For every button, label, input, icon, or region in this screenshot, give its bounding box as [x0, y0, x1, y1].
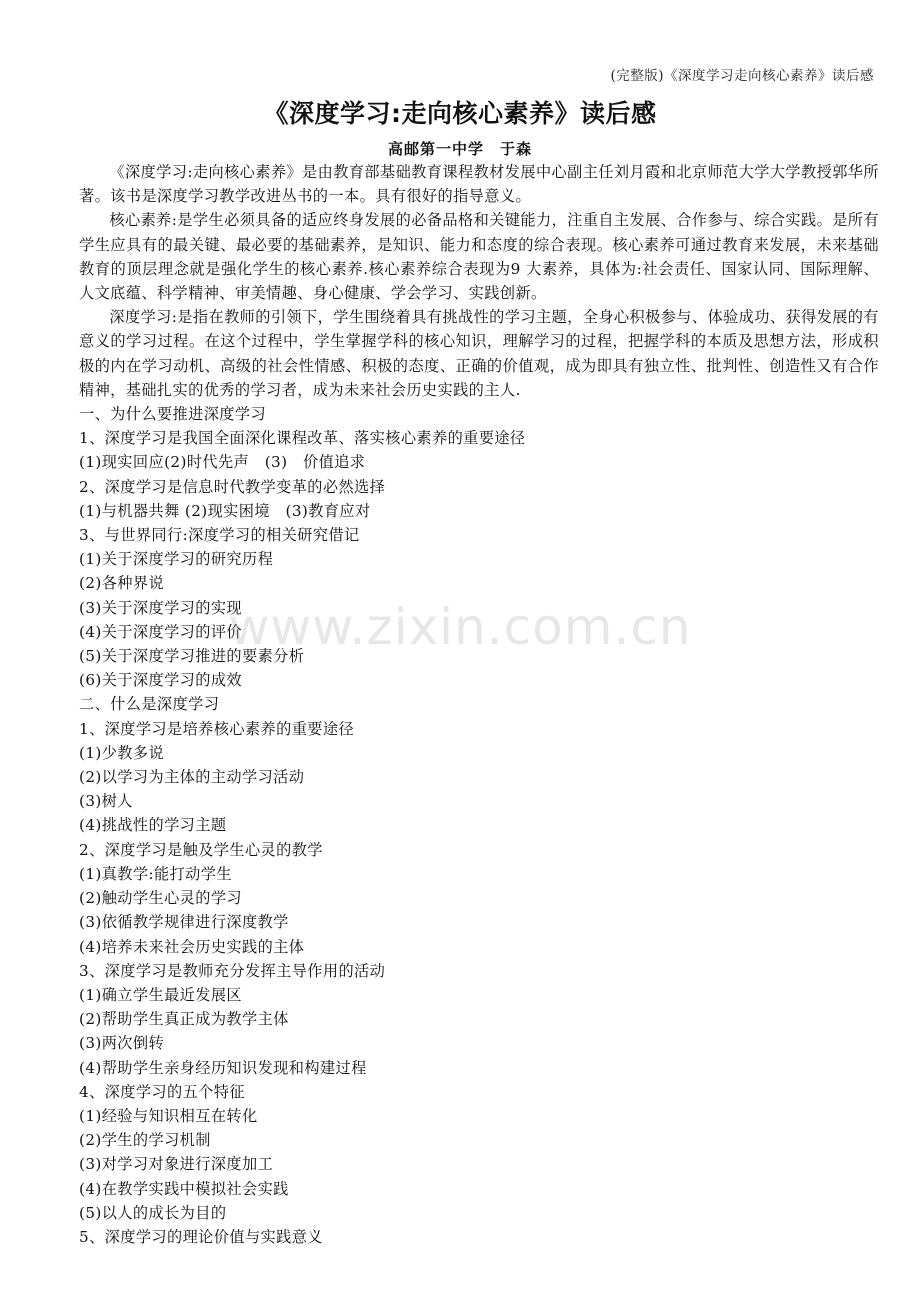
outline-item: (1)真教学:能打动学生	[79, 864, 232, 883]
outline-item: (2)各种界说	[79, 574, 165, 593]
outline-item: 2、深度学习是信息时代教学变革的必然选择	[79, 477, 386, 496]
core-literacy-paragraph: 核心素养:是学生必须具备的适应终身发展的必备品格和关键能力，注重自主发展、合作参与、综合实践。是所有学生应具有的最关键、最必要的基础素养，是知识、能力和态度的综合表现。核心素养可通过教育来发展，未来基础教育的顶层理念就是强化学生的核心素养.核心素养综合表现为9 大素养，具体为:社会责任、国家认同、国际理解、人文底蕴、科学精神、审美情趣、身心健康、学会学习、实践创新。	[79, 211, 879, 303]
author-line: 高邮第一中学 于森	[387, 140, 532, 158]
outline-item: (4)在教学实践中模拟社会实践	[79, 1179, 289, 1198]
intro-paragraph: 《深度学习:走向核心素养》是由教育部基础教育课程教材发展中心副主任刘月霞和北京师范大学大学教授郭华所著。该书是深度学习教学改进丛书的一本。具有很好的指导意义。	[79, 163, 879, 206]
outline-item: 4、深度学习的五个特征	[79, 1082, 245, 1101]
outline-item: 1、深度学习是我国全面深化课程改革、落实核心素养的重要途径	[79, 429, 526, 448]
watermark: www.zixin.com.cn	[228, 598, 692, 656]
outline-item: 二、什么是深度学习	[79, 695, 220, 714]
outline-item: (2)学生的学习机制	[79, 1131, 211, 1150]
outline-item: (6)关于深度学习的成效	[79, 671, 243, 690]
outline-item: (4)帮助学生亲身经历知识发现和构建过程	[79, 1058, 367, 1077]
outline-item: (5)以人的成长为目的	[79, 1203, 227, 1222]
outline-item: (4)关于深度学习的评价	[79, 622, 243, 641]
document-body	[79, 160, 879, 1249]
outline-item: (5)关于深度学习推进的要素分析	[79, 647, 305, 666]
outline-item: (3)对学习对象进行深度加工	[79, 1155, 274, 1174]
outline-item: (3)两次倒转	[79, 1034, 165, 1053]
outline-item: (1)少教多说	[79, 743, 165, 762]
outline-item: 3、与世界同行:深度学习的相关研究借记	[79, 526, 360, 545]
outline-item: 一、为什么要推进深度学习	[79, 405, 267, 424]
outline-item: (3)依循教学规律进行深度教学	[79, 913, 289, 932]
outline-item: (1)关于深度学习的研究历程	[79, 550, 274, 569]
document-title: 《深度学习:走向核心素养》读后感	[263, 99, 657, 128]
deep-learning-paragraph: 深度学习:是指在教师的引领下，学生围绕着具有挑战性的学习主题，全身心积极参与、体验成功、获得发展的有意义的学习过程。在这个过程中，学生掌握学科的核心知识，理解学习的过程，把握学科的本质及思想方法，形成积极的内在学习动机、高级的社会性情感、积极的态度、正确的价值观，成为即具有独立性、批判性、创造性又有合作精神，基础扎实的优秀的学习者，成为未来社会历史实践的主人.	[79, 308, 879, 399]
outline-item: (2)帮助学生真正成为教学主体	[79, 1010, 289, 1029]
outline-item: (4)挑战性的学习主题	[79, 816, 227, 835]
outline-item: 3、深度学习是教师充分发挥主导作用的活动	[79, 961, 386, 980]
outline-item: 5、深度学习的理论价值与实践意义	[79, 1227, 323, 1246]
outline-item: 1、深度学习是培养核心素养的重要途径	[79, 719, 355, 738]
outline-item: (1)确立学生最近发展区	[79, 985, 243, 1004]
outline-item: (1)与机器共舞 (2)现实困境 (3)教育应对	[79, 501, 371, 520]
outline-item: (1)经验与知识相互在转化	[79, 1106, 258, 1125]
outline-item: (2)触动学生心灵的学习	[79, 889, 243, 908]
outline-item: (2)以学习为主体的主动学习活动	[79, 768, 305, 787]
outline-item: (4)培养未来社会历史实践的主体	[79, 937, 305, 956]
running-header: (完整版)《深度学习走向核心素养》读后感	[610, 68, 874, 84]
outline-item: (1)现实回应(2)时代先声 (3) 价值追求	[79, 453, 366, 472]
outline-list	[79, 402, 879, 1249]
outline-item: 2、深度学习是触及学生心灵的教学	[79, 840, 323, 859]
outline-item: (3)树人	[79, 792, 133, 811]
outline-item: (3)关于深度学习的实现	[79, 598, 243, 617]
